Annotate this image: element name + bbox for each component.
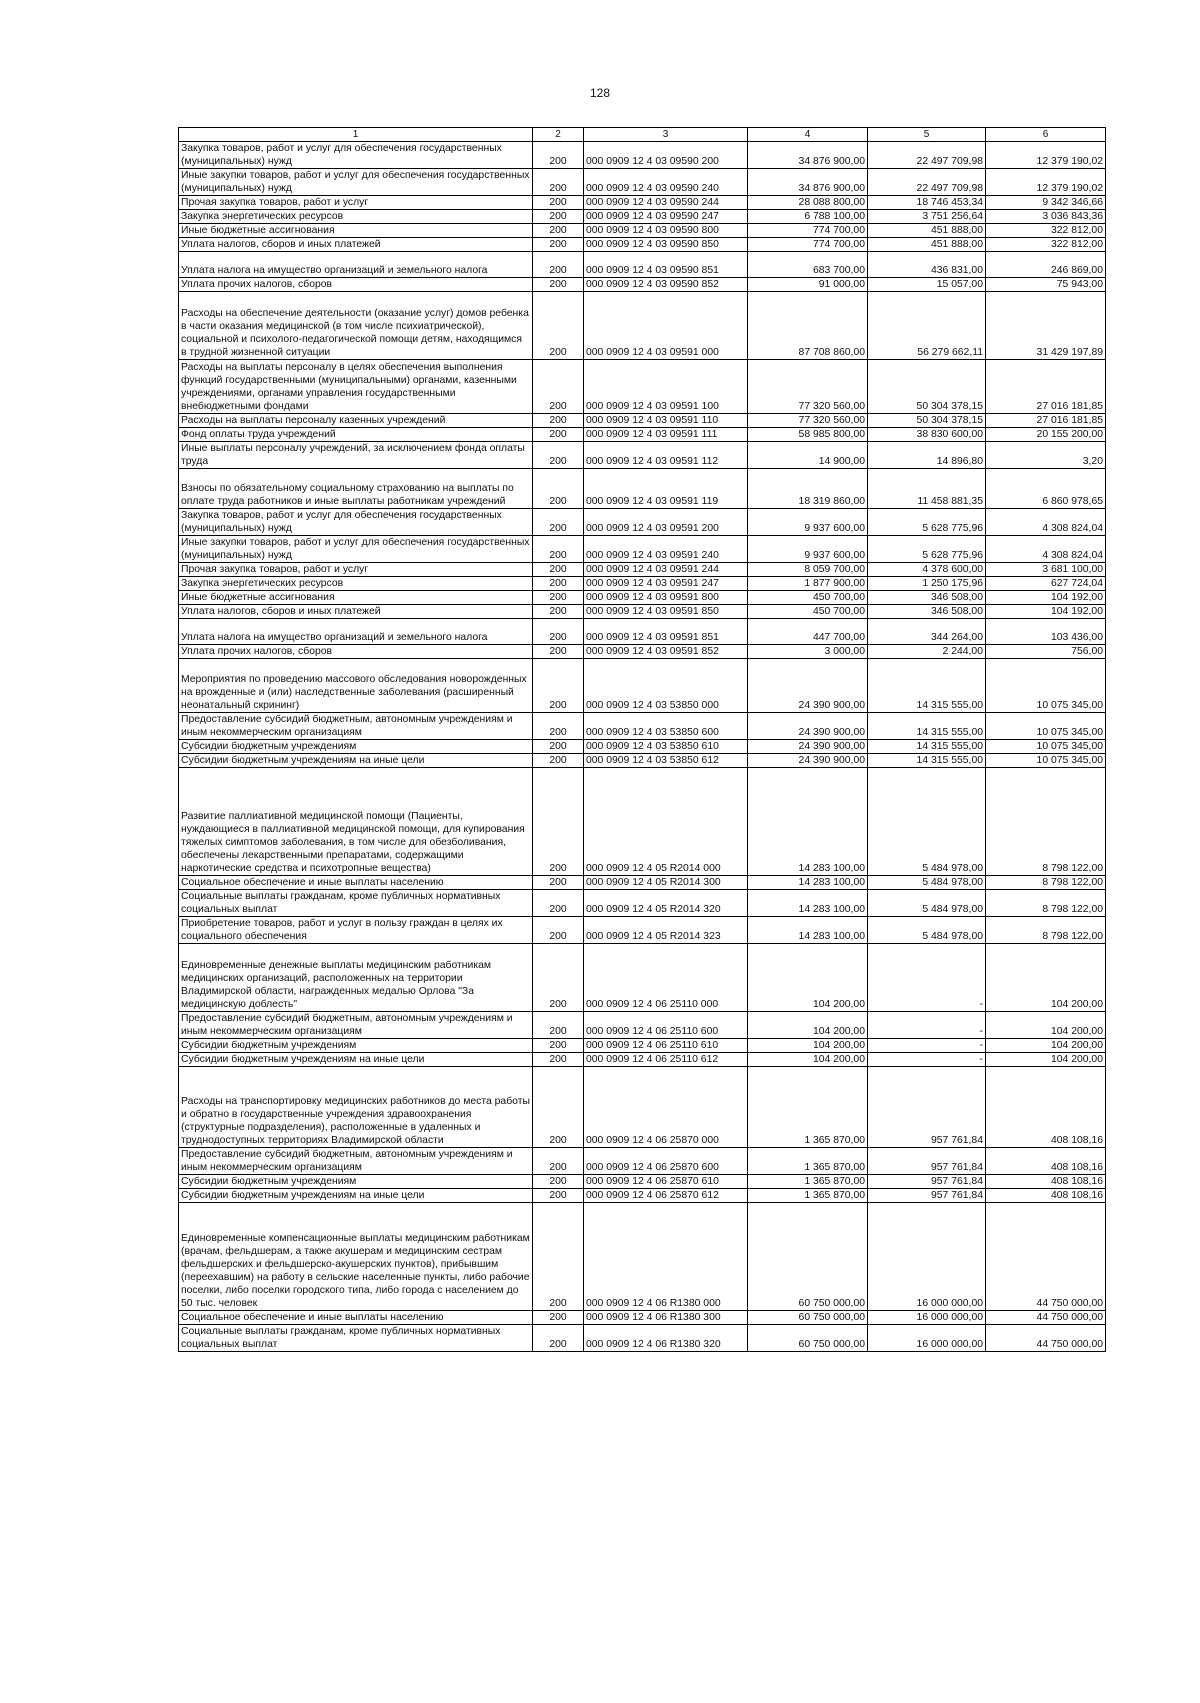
row-code-cell: 200 bbox=[533, 563, 584, 577]
row-approved-cell: 34 876 900,00 bbox=[748, 169, 868, 196]
row-approved-cell: 58 985 800,00 bbox=[748, 428, 868, 442]
row-code-cell: 200 bbox=[533, 577, 584, 591]
table-row bbox=[179, 890, 1106, 917]
row-executed-cell: 22 497 709,98 bbox=[868, 169, 986, 196]
column-number-row bbox=[179, 128, 1106, 142]
row-approved-cell: 1 365 870,00 bbox=[748, 1189, 868, 1203]
row-kbk-cell: 000 0909 12 4 03 09591 111 bbox=[584, 428, 748, 442]
row-kbk-cell: 000 0909 12 4 03 09591 200 bbox=[584, 509, 748, 536]
row-executed-cell: 18 746 453,34 bbox=[868, 196, 986, 210]
row-code-cell: 200 bbox=[533, 659, 584, 713]
row-executed-cell: 3 751 256,64 bbox=[868, 210, 986, 224]
row-approved-cell: 450 700,00 bbox=[748, 591, 868, 605]
row-name-cell: Расходы на выплаты персоналу казенных учреждений bbox=[179, 414, 533, 428]
row-code-cell: 200 bbox=[533, 1012, 584, 1039]
row-remaining-cell: 104 200,00 bbox=[986, 1053, 1106, 1067]
table-row bbox=[179, 659, 1106, 713]
row-approved-cell: 24 390 900,00 bbox=[748, 713, 868, 740]
row-kbk-cell: 000 0909 12 4 05 R2014 300 bbox=[584, 876, 748, 890]
row-code-cell: 200 bbox=[533, 224, 584, 238]
row-kbk-cell: 000 0909 12 4 03 53850 000 bbox=[584, 659, 748, 713]
row-approved-cell: 104 200,00 bbox=[748, 1039, 868, 1053]
table-row bbox=[179, 944, 1106, 1012]
row-executed-cell: 16 000 000,00 bbox=[868, 1311, 986, 1325]
row-remaining-cell: 756,00 bbox=[986, 645, 1106, 659]
row-name-cell: Субсидии бюджетным учреждениям на иные цели bbox=[179, 754, 533, 768]
row-kbk-cell: 000 0909 12 4 03 09590 244 bbox=[584, 196, 748, 210]
row-kbk-cell: 000 0909 12 4 06 25870 612 bbox=[584, 1189, 748, 1203]
row-name-cell: Единовременные денежные выплаты медицинским работникам медицинских организаций, расположенных на территории Владимирской области, награжденных медалью Орлова "За медицинскую доблесть" bbox=[179, 944, 533, 1012]
row-name-cell: Приобретение товаров, работ и услуг в пользу граждан в целях их социального обеспечения bbox=[179, 917, 533, 944]
row-remaining-cell: 8 798 122,00 bbox=[986, 768, 1106, 876]
row-remaining-cell: 10 075 345,00 bbox=[986, 740, 1106, 754]
row-remaining-cell: 8 798 122,00 bbox=[986, 890, 1106, 917]
column-number: 5 bbox=[868, 128, 986, 142]
row-name-cell: Иные закупки товаров, работ и услуг для обеспечения государственных (муниципальных) нужд bbox=[179, 536, 533, 563]
row-code-cell: 200 bbox=[533, 142, 584, 169]
row-remaining-cell: 322 812,00 bbox=[986, 238, 1106, 252]
row-executed-cell: 1 250 175,96 bbox=[868, 577, 986, 591]
row-kbk-cell: 000 0909 12 4 03 09591 240 bbox=[584, 536, 748, 563]
row-remaining-cell: 44 750 000,00 bbox=[986, 1325, 1106, 1352]
row-code-cell: 200 bbox=[533, 740, 584, 754]
table-row bbox=[179, 142, 1106, 169]
row-kbk-cell: 000 0909 12 4 03 09591 800 bbox=[584, 591, 748, 605]
row-approved-cell: 1 365 870,00 bbox=[748, 1175, 868, 1189]
table-row bbox=[179, 917, 1106, 944]
row-approved-cell: 3 000,00 bbox=[748, 645, 868, 659]
row-remaining-cell: 104 200,00 bbox=[986, 1039, 1106, 1053]
row-executed-cell: 344 264,00 bbox=[868, 619, 986, 645]
row-executed-cell: 15 057,00 bbox=[868, 278, 986, 292]
table-row bbox=[179, 563, 1106, 577]
row-executed-cell: 14 896,80 bbox=[868, 442, 986, 469]
row-code-cell: 200 bbox=[533, 1311, 584, 1325]
table-row bbox=[179, 591, 1106, 605]
row-remaining-cell: 3,20 bbox=[986, 442, 1106, 469]
row-executed-cell: 14 315 555,00 bbox=[868, 713, 986, 740]
row-code-cell: 200 bbox=[533, 754, 584, 768]
row-executed-cell: 4 378 600,00 bbox=[868, 563, 986, 577]
row-kbk-cell: 000 0909 12 4 06 25870 600 bbox=[584, 1148, 748, 1175]
row-name-cell: Предоставление субсидий бюджетным, автономным учреждениям и иным некоммерческим организациям bbox=[179, 1148, 533, 1175]
row-executed-cell: 5 484 978,00 bbox=[868, 917, 986, 944]
row-executed-cell: 14 315 555,00 bbox=[868, 659, 986, 713]
row-kbk-cell: 000 0909 12 4 03 09590 800 bbox=[584, 224, 748, 238]
row-name-cell: Взносы по обязательному социальному страхованию на выплаты по оплате труда работников и иные выплаты работникам учреждений bbox=[179, 469, 533, 509]
table-row bbox=[179, 1311, 1106, 1325]
row-executed-cell: 14 315 555,00 bbox=[868, 754, 986, 768]
table-row bbox=[179, 1067, 1106, 1148]
row-approved-cell: 14 283 100,00 bbox=[748, 876, 868, 890]
row-kbk-cell: 000 0909 12 4 06 25870 610 bbox=[584, 1175, 748, 1189]
row-kbk-cell: 000 0909 12 4 03 53850 600 bbox=[584, 713, 748, 740]
table-row bbox=[179, 238, 1106, 252]
row-name-cell: Уплата налога на имущество организаций и земельного налога bbox=[179, 252, 533, 278]
row-name-cell: Субсидии бюджетным учреждениям bbox=[179, 740, 533, 754]
row-name-cell: Субсидии бюджетным учреждениям bbox=[179, 1039, 533, 1053]
row-approved-cell: 77 320 560,00 bbox=[748, 360, 868, 414]
column-number: 2 bbox=[533, 128, 584, 142]
table-row bbox=[179, 1148, 1106, 1175]
row-code-cell: 200 bbox=[533, 605, 584, 619]
table-row bbox=[179, 876, 1106, 890]
row-remaining-cell: 9 342 346,66 bbox=[986, 196, 1106, 210]
table-row bbox=[179, 754, 1106, 768]
row-approved-cell: 104 200,00 bbox=[748, 1012, 868, 1039]
column-number: 6 bbox=[986, 128, 1106, 142]
row-remaining-cell: 31 429 197,89 bbox=[986, 292, 1106, 360]
row-name-cell: Субсидии бюджетным учреждениям bbox=[179, 1175, 533, 1189]
row-executed-cell: 5 628 775,96 bbox=[868, 509, 986, 536]
row-code-cell: 200 bbox=[533, 360, 584, 414]
row-remaining-cell: 12 379 190,02 bbox=[986, 169, 1106, 196]
row-approved-cell: 60 750 000,00 bbox=[748, 1311, 868, 1325]
row-remaining-cell: 6 860 978,65 bbox=[986, 469, 1106, 509]
row-executed-cell: 16 000 000,00 bbox=[868, 1203, 986, 1311]
row-approved-cell: 28 088 800,00 bbox=[748, 196, 868, 210]
row-remaining-cell: 20 155 200,00 bbox=[986, 428, 1106, 442]
table-row bbox=[179, 442, 1106, 469]
table-row bbox=[179, 1175, 1106, 1189]
row-name-cell: Иные бюджетные ассигнования bbox=[179, 591, 533, 605]
table-row bbox=[179, 1325, 1106, 1352]
row-kbk-cell: 000 0909 12 4 06 25110 600 bbox=[584, 1012, 748, 1039]
row-name-cell: Закупка энергетических ресурсов bbox=[179, 577, 533, 591]
row-remaining-cell: 246 869,00 bbox=[986, 252, 1106, 278]
row-executed-cell: 957 761,84 bbox=[868, 1175, 986, 1189]
table-row bbox=[179, 509, 1106, 536]
table-row bbox=[179, 1012, 1106, 1039]
row-name-cell: Социальные выплаты гражданам, кроме публичных нормативных социальных выплат bbox=[179, 890, 533, 917]
row-kbk-cell: 000 0909 12 4 06 R1380 000 bbox=[584, 1203, 748, 1311]
row-kbk-cell: 000 0909 12 4 06 25870 000 bbox=[584, 1067, 748, 1148]
row-kbk-cell: 000 0909 12 4 03 53850 612 bbox=[584, 754, 748, 768]
row-approved-cell: 14 900,00 bbox=[748, 442, 868, 469]
row-code-cell: 200 bbox=[533, 509, 584, 536]
row-executed-cell: 957 761,84 bbox=[868, 1148, 986, 1175]
table-row bbox=[179, 360, 1106, 414]
table-row bbox=[179, 224, 1106, 238]
row-remaining-cell: 8 798 122,00 bbox=[986, 876, 1106, 890]
row-kbk-cell: 000 0909 12 4 03 09591 000 bbox=[584, 292, 748, 360]
row-executed-cell: 346 508,00 bbox=[868, 591, 986, 605]
row-name-cell: Закупка энергетических ресурсов bbox=[179, 210, 533, 224]
row-remaining-cell: 27 016 181,85 bbox=[986, 360, 1106, 414]
table-row bbox=[179, 278, 1106, 292]
row-code-cell: 200 bbox=[533, 1039, 584, 1053]
row-executed-cell: 14 315 555,00 bbox=[868, 740, 986, 754]
row-code-cell: 200 bbox=[533, 591, 584, 605]
row-name-cell: Субсидии бюджетным учреждениям на иные цели bbox=[179, 1189, 533, 1203]
row-executed-cell: 16 000 000,00 bbox=[868, 1325, 986, 1352]
row-code-cell: 200 bbox=[533, 619, 584, 645]
row-remaining-cell: 104 192,00 bbox=[986, 605, 1106, 619]
row-code-cell: 200 bbox=[533, 1189, 584, 1203]
row-remaining-cell: 104 200,00 bbox=[986, 944, 1106, 1012]
row-executed-cell: 11 458 881,35 bbox=[868, 469, 986, 509]
row-name-cell: Уплата налогов, сборов и иных платежей bbox=[179, 238, 533, 252]
row-remaining-cell: 4 308 824,04 bbox=[986, 536, 1106, 563]
row-approved-cell: 774 700,00 bbox=[748, 238, 868, 252]
row-remaining-cell: 8 798 122,00 bbox=[986, 917, 1106, 944]
row-executed-cell: 5 484 978,00 bbox=[868, 768, 986, 876]
row-name-cell: Социальное обеспечение и иные выплаты населению bbox=[179, 876, 533, 890]
row-approved-cell: 14 283 100,00 bbox=[748, 890, 868, 917]
row-executed-cell: - bbox=[868, 1039, 986, 1053]
row-kbk-cell: 000 0909 12 4 03 09591 112 bbox=[584, 442, 748, 469]
row-executed-cell: 957 761,84 bbox=[868, 1189, 986, 1203]
row-name-cell: Закупка товаров, работ и услуг для обеспечения государственных (муниципальных) нужд bbox=[179, 142, 533, 169]
row-approved-cell: 24 390 900,00 bbox=[748, 754, 868, 768]
row-kbk-cell: 000 0909 12 4 03 09590 247 bbox=[584, 210, 748, 224]
row-name-cell: Субсидии бюджетным учреждениям на иные цели bbox=[179, 1053, 533, 1067]
table-row bbox=[179, 1053, 1106, 1067]
row-name-cell: Предоставление субсидий бюджетным, автономным учреждениям и иным некоммерческим организациям bbox=[179, 713, 533, 740]
row-approved-cell: 77 320 560,00 bbox=[748, 414, 868, 428]
row-executed-cell: 436 831,00 bbox=[868, 252, 986, 278]
row-approved-cell: 8 059 700,00 bbox=[748, 563, 868, 577]
row-remaining-cell: 10 075 345,00 bbox=[986, 754, 1106, 768]
row-remaining-cell: 408 108,16 bbox=[986, 1175, 1106, 1189]
row-code-cell: 200 bbox=[533, 414, 584, 428]
row-remaining-cell: 322 812,00 bbox=[986, 224, 1106, 238]
row-remaining-cell: 27 016 181,85 bbox=[986, 414, 1106, 428]
row-remaining-cell: 104 200,00 bbox=[986, 1012, 1106, 1039]
row-remaining-cell: 408 108,16 bbox=[986, 1189, 1106, 1203]
row-kbk-cell: 000 0909 12 4 03 09590 851 bbox=[584, 252, 748, 278]
row-kbk-cell: 000 0909 12 4 03 09591 247 bbox=[584, 577, 748, 591]
row-remaining-cell: 12 379 190,02 bbox=[986, 142, 1106, 169]
row-name-cell: Иные закупки товаров, работ и услуг для обеспечения государственных (муниципальных) нужд bbox=[179, 169, 533, 196]
row-kbk-cell: 000 0909 12 4 03 09591 119 bbox=[584, 469, 748, 509]
row-remaining-cell: 10 075 345,00 bbox=[986, 659, 1106, 713]
table-row bbox=[179, 713, 1106, 740]
row-code-cell: 200 bbox=[533, 944, 584, 1012]
row-name-cell: Уплата прочих налогов, сборов bbox=[179, 278, 533, 292]
row-kbk-cell: 000 0909 12 4 05 R2014 323 bbox=[584, 917, 748, 944]
row-kbk-cell: 000 0909 12 4 03 09590 240 bbox=[584, 169, 748, 196]
row-name-cell: Развитие паллиативной медицинской помощи (Пациенты, нуждающиеся в паллиативной медицинской помощи, для купирования тяжелых симптомов заболевания, в том числе для обезболивания, обеспечены лекарственными препаратами, содержащими наркотические средства и психотропные вещества) bbox=[179, 768, 533, 876]
row-remaining-cell: 44 750 000,00 bbox=[986, 1203, 1106, 1311]
row-name-cell: Иные бюджетные ассигнования bbox=[179, 224, 533, 238]
row-kbk-cell: 000 0909 12 4 03 09590 852 bbox=[584, 278, 748, 292]
row-executed-cell: 38 830 600,00 bbox=[868, 428, 986, 442]
row-code-cell: 200 bbox=[533, 469, 584, 509]
row-code-cell: 200 bbox=[533, 917, 584, 944]
row-approved-cell: 91 000,00 bbox=[748, 278, 868, 292]
row-kbk-cell: 000 0909 12 4 03 09591 110 bbox=[584, 414, 748, 428]
table-row bbox=[179, 1189, 1106, 1203]
table-row bbox=[179, 605, 1106, 619]
row-name-cell: Социальное обеспечение и иные выплаты населению bbox=[179, 1311, 533, 1325]
row-code-cell: 200 bbox=[533, 1148, 584, 1175]
table-row bbox=[179, 210, 1106, 224]
row-code-cell: 200 bbox=[533, 428, 584, 442]
row-remaining-cell: 3 681 100,00 bbox=[986, 563, 1106, 577]
row-code-cell: 200 bbox=[533, 1325, 584, 1352]
row-executed-cell: 22 497 709,98 bbox=[868, 142, 986, 169]
row-code-cell: 200 bbox=[533, 876, 584, 890]
table-row bbox=[179, 1039, 1106, 1053]
row-name-cell: Фонд оплаты труда учреждений bbox=[179, 428, 533, 442]
row-code-cell: 200 bbox=[533, 1203, 584, 1311]
row-approved-cell: 9 937 600,00 bbox=[748, 536, 868, 563]
row-executed-cell: 2 244,00 bbox=[868, 645, 986, 659]
row-approved-cell: 14 283 100,00 bbox=[748, 917, 868, 944]
column-number: 3 bbox=[584, 128, 748, 142]
row-code-cell: 200 bbox=[533, 768, 584, 876]
row-remaining-cell: 10 075 345,00 bbox=[986, 713, 1106, 740]
row-kbk-cell: 000 0909 12 4 03 09590 200 bbox=[584, 142, 748, 169]
row-code-cell: 200 bbox=[533, 442, 584, 469]
row-kbk-cell: 000 0909 12 4 06 25110 000 bbox=[584, 944, 748, 1012]
row-name-cell: Расходы на выплаты персоналу в целях обеспечения выполнения функций государственными (муниципальными) органами, казенными учреждениями, органами управления государственными внебюджетными фондами bbox=[179, 360, 533, 414]
row-kbk-cell: 000 0909 12 4 06 R1380 300 bbox=[584, 1311, 748, 1325]
row-approved-cell: 774 700,00 bbox=[748, 224, 868, 238]
table-row bbox=[179, 536, 1106, 563]
row-approved-cell: 18 319 860,00 bbox=[748, 469, 868, 509]
row-approved-cell: 60 750 000,00 bbox=[748, 1325, 868, 1352]
table-row bbox=[179, 292, 1106, 360]
row-code-cell: 200 bbox=[533, 1067, 584, 1148]
row-code-cell: 200 bbox=[533, 713, 584, 740]
table-row bbox=[179, 1203, 1106, 1311]
row-approved-cell: 24 390 900,00 bbox=[748, 659, 868, 713]
row-code-cell: 200 bbox=[533, 890, 584, 917]
row-approved-cell: 60 750 000,00 bbox=[748, 1203, 868, 1311]
row-approved-cell: 1 365 870,00 bbox=[748, 1148, 868, 1175]
page-number: 128 bbox=[589, 86, 611, 100]
row-kbk-cell: 000 0909 12 4 03 09591 244 bbox=[584, 563, 748, 577]
table-row bbox=[179, 252, 1106, 278]
row-executed-cell: 5 628 775,96 bbox=[868, 536, 986, 563]
row-code-cell: 200 bbox=[533, 278, 584, 292]
row-remaining-cell: 408 108,16 bbox=[986, 1148, 1106, 1175]
row-executed-cell: 5 484 978,00 bbox=[868, 890, 986, 917]
row-name-cell: Мероприятия по проведению массового обследования новорожденных на врожденные и (или) наследственные заболевания (расширенный неонатальный скрининг) bbox=[179, 659, 533, 713]
row-remaining-cell: 44 750 000,00 bbox=[986, 1311, 1106, 1325]
row-kbk-cell: 000 0909 12 4 06 25110 612 bbox=[584, 1053, 748, 1067]
row-kbk-cell: 000 0909 12 4 05 R2014 320 bbox=[584, 890, 748, 917]
row-remaining-cell: 75 943,00 bbox=[986, 278, 1106, 292]
row-code-cell: 200 bbox=[533, 196, 584, 210]
row-code-cell: 200 bbox=[533, 252, 584, 278]
row-kbk-cell: 000 0909 12 4 03 09591 100 bbox=[584, 360, 748, 414]
row-kbk-cell: 000 0909 12 4 06 25110 610 bbox=[584, 1039, 748, 1053]
row-executed-cell: 346 508,00 bbox=[868, 605, 986, 619]
row-name-cell: Закупка товаров, работ и услуг для обеспечения государственных (муниципальных) нужд bbox=[179, 509, 533, 536]
table-row bbox=[179, 768, 1106, 876]
row-approved-cell: 6 788 100,00 bbox=[748, 210, 868, 224]
row-approved-cell: 1 877 900,00 bbox=[748, 577, 868, 591]
row-name-cell: Социальные выплаты гражданам, кроме публичных нормативных социальных выплат bbox=[179, 1325, 533, 1352]
row-kbk-cell: 000 0909 12 4 03 09591 851 bbox=[584, 619, 748, 645]
row-name-cell: Прочая закупка товаров, работ и услуг bbox=[179, 563, 533, 577]
row-remaining-cell: 627 724,04 bbox=[986, 577, 1106, 591]
row-approved-cell: 87 708 860,00 bbox=[748, 292, 868, 360]
table-row bbox=[179, 577, 1106, 591]
row-code-cell: 200 bbox=[533, 210, 584, 224]
row-name-cell: Иные выплаты персоналу учреждений, за исключением фонда оплаты труда bbox=[179, 442, 533, 469]
row-executed-cell: 56 279 662,11 bbox=[868, 292, 986, 360]
table-row bbox=[179, 428, 1106, 442]
row-executed-cell: 451 888,00 bbox=[868, 224, 986, 238]
table-row bbox=[179, 740, 1106, 754]
column-number: 1 bbox=[179, 128, 533, 142]
row-kbk-cell: 000 0909 12 4 03 53850 610 bbox=[584, 740, 748, 754]
row-kbk-cell: 000 0909 12 4 03 09591 852 bbox=[584, 645, 748, 659]
row-name-cell: Уплата налога на имущество организаций и земельного налога bbox=[179, 619, 533, 645]
column-number: 4 bbox=[748, 128, 868, 142]
row-executed-cell: - bbox=[868, 1053, 986, 1067]
table-row bbox=[179, 619, 1106, 645]
row-approved-cell: 447 700,00 bbox=[748, 619, 868, 645]
row-code-cell: 200 bbox=[533, 292, 584, 360]
row-code-cell: 200 bbox=[533, 645, 584, 659]
row-executed-cell: 5 484 978,00 bbox=[868, 876, 986, 890]
table-row bbox=[179, 196, 1106, 210]
table-row bbox=[179, 645, 1106, 659]
table-row bbox=[179, 169, 1106, 196]
table-row bbox=[179, 414, 1106, 428]
row-remaining-cell: 104 192,00 bbox=[986, 591, 1106, 605]
row-code-cell: 200 bbox=[533, 1053, 584, 1067]
row-executed-cell: 50 304 378,15 bbox=[868, 360, 986, 414]
table-row bbox=[179, 469, 1106, 509]
row-remaining-cell: 408 108,16 bbox=[986, 1067, 1106, 1148]
row-executed-cell: 957 761,84 bbox=[868, 1067, 986, 1148]
row-name-cell: Уплата налогов, сборов и иных платежей bbox=[179, 605, 533, 619]
row-remaining-cell: 3 036 843,36 bbox=[986, 210, 1106, 224]
row-remaining-cell: 4 308 824,04 bbox=[986, 509, 1106, 536]
row-executed-cell: - bbox=[868, 944, 986, 1012]
row-approved-cell: 24 390 900,00 bbox=[748, 740, 868, 754]
row-remaining-cell: 103 436,00 bbox=[986, 619, 1106, 645]
row-name-cell: Предоставление субсидий бюджетным, автономным учреждениям и иным некоммерческим организациям bbox=[179, 1012, 533, 1039]
row-code-cell: 200 bbox=[533, 536, 584, 563]
table-body bbox=[179, 142, 1106, 1352]
row-kbk-cell: 000 0909 12 4 03 09590 850 bbox=[584, 238, 748, 252]
row-executed-cell: 50 304 378,15 bbox=[868, 414, 986, 428]
row-approved-cell: 450 700,00 bbox=[748, 605, 868, 619]
row-kbk-cell: 000 0909 12 4 03 09591 850 bbox=[584, 605, 748, 619]
row-name-cell: Расходы на обеспечение деятельности (оказание услуг) домов ребенка в части оказания медицинской (в том числе психиатрической), социальной и психолого-педагогической помощи детям, находящимся в трудной жизненной ситуации bbox=[179, 292, 533, 360]
row-executed-cell: 451 888,00 bbox=[868, 238, 986, 252]
row-name-cell: Единовременные компенсационные выплаты медицинским работникам (врачам, фельдшерам, а также акушерам и медицинским сестрам фельдшерских и фельдшерско-акушерских пунктов), прибывшим (переехавшим) на работу в сельские населенные пункты, либо рабочие поселки, либо поселки городского типа, либо города с населением до 50 тыс. человек bbox=[179, 1203, 533, 1311]
budget-execution-table bbox=[178, 127, 1106, 1352]
row-approved-cell: 34 876 900,00 bbox=[748, 142, 868, 169]
row-approved-cell: 9 937 600,00 bbox=[748, 509, 868, 536]
row-name-cell: Уплата прочих налогов, сборов bbox=[179, 645, 533, 659]
row-approved-cell: 104 200,00 bbox=[748, 944, 868, 1012]
row-approved-cell: 683 700,00 bbox=[748, 252, 868, 278]
row-approved-cell: 1 365 870,00 bbox=[748, 1067, 868, 1148]
row-name-cell: Расходы на транспортировку медицинских работников до места работы и обратно в государственные учреждения здравоохранения (структурные подразделения), расположенные в удаленных и труднодоступных территориях Владимирской области bbox=[179, 1067, 533, 1148]
row-approved-cell: 104 200,00 bbox=[748, 1053, 868, 1067]
row-approved-cell: 14 283 100,00 bbox=[748, 768, 868, 876]
row-executed-cell: - bbox=[868, 1012, 986, 1039]
row-kbk-cell: 000 0909 12 4 05 R2014 000 bbox=[584, 768, 748, 876]
row-kbk-cell: 000 0909 12 4 06 R1380 320 bbox=[584, 1325, 748, 1352]
row-code-cell: 200 bbox=[533, 1175, 584, 1189]
row-name-cell: Прочая закупка товаров, работ и услуг bbox=[179, 196, 533, 210]
row-code-cell: 200 bbox=[533, 238, 584, 252]
row-code-cell: 200 bbox=[533, 169, 584, 196]
